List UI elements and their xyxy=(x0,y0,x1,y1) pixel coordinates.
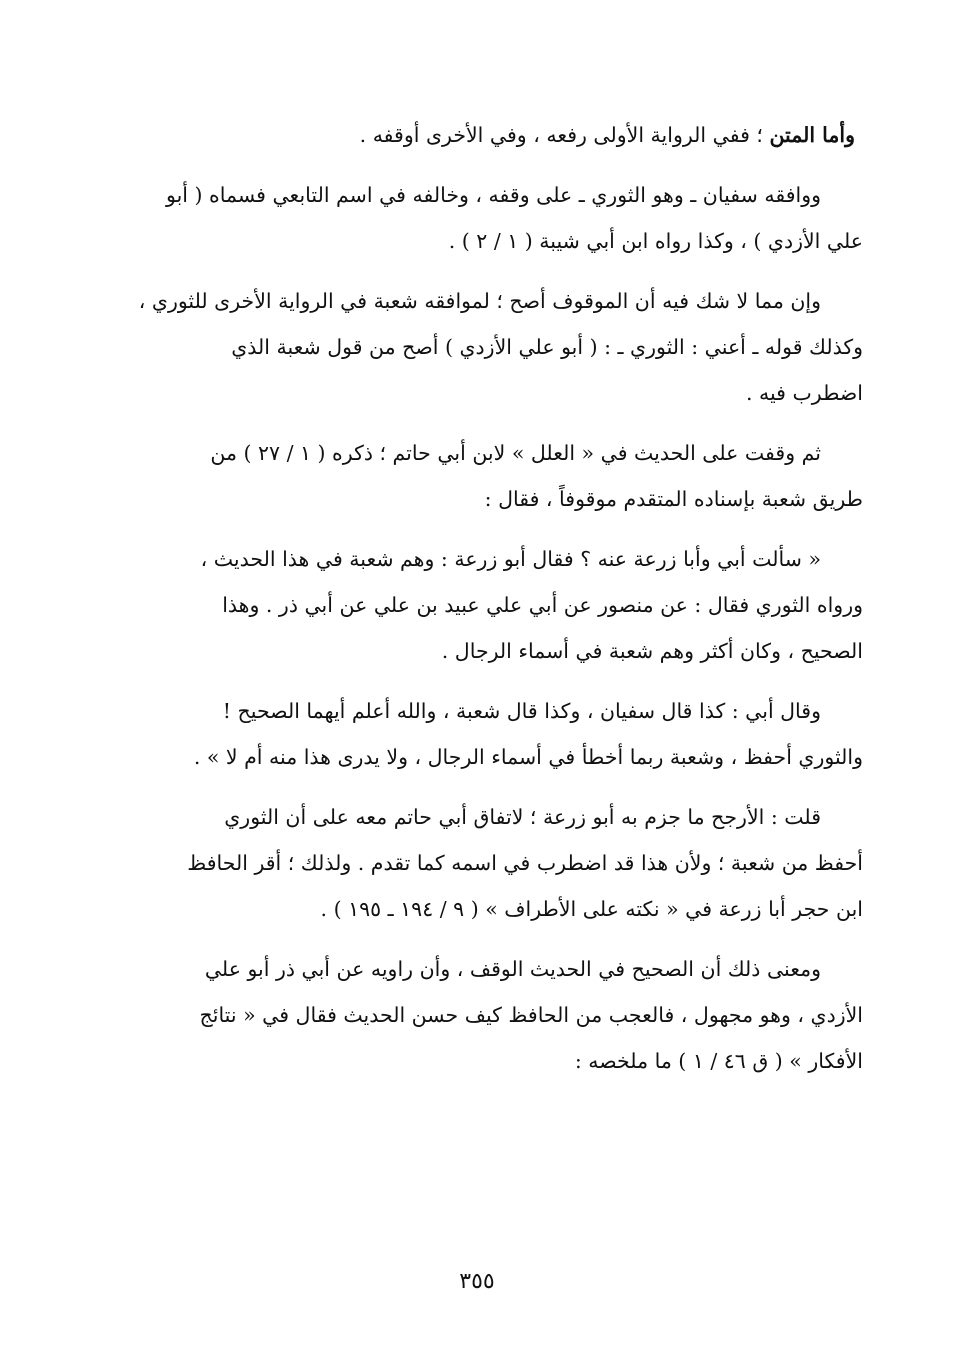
paragraph-quote-1 xyxy=(118,536,863,674)
paragraph-line: الصحيح ، وكان أكثر وهم شعبة في أسماء الرجال . xyxy=(441,639,863,663)
paragraph-matn xyxy=(118,112,863,158)
paragraph-line: ابن حجر أبا زرعة في « نكته على الأطراف » ( ٩ / ١٩٤ ـ ١٩٥ ) . xyxy=(320,897,863,921)
paragraph-line: الأفكار » ( ق ٤٦ / ١ ) ما ملخصه : xyxy=(574,1049,863,1073)
paragraph-quote-2 xyxy=(118,688,863,780)
page-body xyxy=(118,112,863,1262)
paragraph-line: والثوري أحفظ ، وشعبة ربما أخطأ في أسماء الرجال ، ولا يدرى هذا منه أم لا » . xyxy=(193,745,863,769)
paragraph-line: ووافقه سفيان ـ وهو الثوري ـ على وقفه ، وخالفه في اسم التابعي فسماه ( أبو xyxy=(166,183,821,207)
page-number: ٣٥٥ xyxy=(459,1269,495,1294)
paragraph-line: طريق شعبة بإسناده المتقدم موقوفاً ، فقال : xyxy=(484,487,863,511)
paragraph-line: قلت : الأرجح ما جزم به أبو زرعة ؛ لاتفاق أبي حاتم معه على أن الثوري xyxy=(224,805,821,829)
paragraph-line: وقال أبي : كذا قال سفيان ، وكذا قال شعبة ، والله أعلم أيهما الصحيح ! xyxy=(222,699,821,723)
paragraph-mawquf xyxy=(118,278,863,416)
paragraph-line: وإن مما لا شك فيه أن الموقوف أصح ؛ لموافقه شعبة في الرواية الأخرى للثوري ، xyxy=(138,289,821,313)
paragraph-line: أحفظ من شعبة ؛ ولأن هذا قد اضطرب في اسمه كما تقدم . ولذلك ؛ أقر الحافظ xyxy=(187,851,863,875)
paragraph-line: « سألت أبي وأبا زرعة عنه ؟ فقال أبو زرعة : وهم شعبة في هذا الحديث ، xyxy=(200,547,821,571)
paragraph-line: ورواه الثوري فقال : عن منصور عن أبي علي عبيد بن علي عن أبي ذر . وهذا xyxy=(222,593,863,617)
paragraph-conclusion xyxy=(118,794,863,932)
paragraph-meaning xyxy=(118,946,863,1084)
paragraph-line xyxy=(118,112,863,158)
paragraph-line: ومعنى ذلك أن الصحيح في الحديث الوقف ، وأن راويه عن أبي ذر أبو علي xyxy=(204,957,821,981)
paragraph-line: ثم وقفت على الحديث في « العلل » لابن أبي حاتم ؛ ذكره ( ١ / ٢٧ ) من xyxy=(210,441,821,465)
paragraph-sufyan xyxy=(118,172,863,264)
paragraph-line: علي الأزدي ) ، وكذا رواه ابن أبي شيبة ( ١ / ٢ ) . xyxy=(448,229,863,253)
paragraph-line: الأزدي ، وهو مجهول ، فالعجب من الحافظ كيف حسن الحديث فقال في « نتائج xyxy=(199,1003,863,1027)
paragraph-line: وكذلك قوله ـ أعني : الثوري ـ : ( أبو علي الأزدي ) أصح من قول شعبة الذي xyxy=(231,335,863,359)
paragraph-ilal xyxy=(118,430,863,522)
bold-heading: وأما المتن xyxy=(769,123,855,147)
paragraph-line: اضطرب فيه . xyxy=(745,381,863,405)
line-text: ؛ ففي الرواية الأولى رفعه ، وفي الأخرى أوقفه . xyxy=(359,123,763,147)
